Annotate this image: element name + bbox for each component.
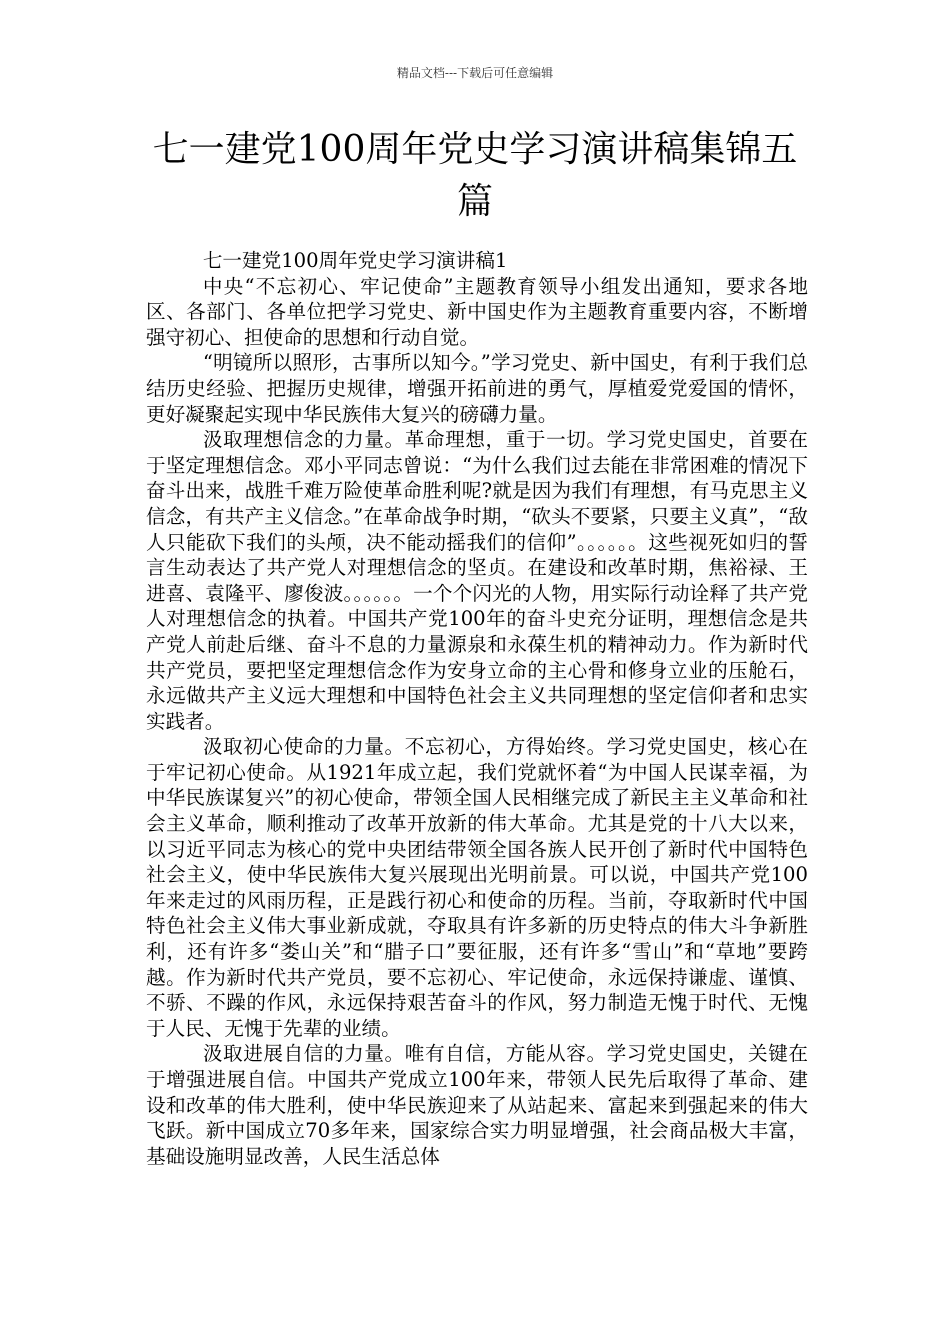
section-subtitle: 七一建党100周年党史学习演讲稿1	[202, 249, 508, 272]
document-body	[146, 248, 808, 1169]
paragraph: 汲取进展自信的力量。唯有自信，方能从容。学习党史国史，关键在于增强进展自信。中国共产党成立100年来，带领人民先后取得了革命、建设和改革的伟大胜利，使中华民族迎来了从站起来、富起来到强起来的伟大飞跃。新中国成立70多年来，国家综合实力明显增强，社会商品极大丰富，基础设施明显改善，人民生活总体	[146, 1042, 808, 1168]
paragraph: 中央“不忘初心、牢记使命”主题教育领导小组发出通知，要求各地区、各部门、各单位把学习党史、新中国史作为主题教育重要内容，不断增强守初心、担使命的思想和行动自觉。	[146, 274, 808, 349]
paragraph: 汲取初心使命的力量。不忘初心，方得始终。学习党史国史，核心在于牢记初心使命。从1921年成立起，我们党就怀着“为中国人民谋幸福，为中华民族谋复兴”的初心使命，带领全国人民相继完成了新民主主义革命和社会主义革命，顺利推动了改革开放新的伟大革命。尤其是党的十八大以来，以习近平同志为核心的党中央团结带领全国各族人民开创了新时代中国特色社会主义，使中华民族伟大复兴展现出光明前景。可以说，中国共产党100年来走过的风雨历程，正是践行初心和使命的历程。当前，夺取新时代中国特色社会主义伟大事业新成就，夺取具有许多新的历史特点的伟大斗争新胜利，还有许多“娄山关”和“腊子口”要征服，还有许多“雪山”和“草地”要跨越。作为新时代共产党员，要不忘初心、牢记使命，永远保持谦虚、谨慎、不骄、不躁的作风，永远保持艰苦奋斗的作风，努力制造无愧于时代、无愧于人民、无愧于先辈的业绩。	[146, 735, 808, 1040]
document-title: 七一建党100周年党史学习演讲稿集锦五篇	[152, 129, 798, 222]
paragraph: 汲取理想信念的力量。革命理想，重于一切。学习党史国史，首要在于坚定理想信念。邓小平同志曾说：“为什么我们过去能在非常困难的情况下奋斗出来，战胜千难万险使革命胜利呢?就是因为我们有理想，有马克思主义信念，有共产主义信念。”在革命战争时期，“砍头不要紧，只要主义真”，“敌人只能砍下我们的头颅，决不能动摇我们的信仰”。。。。。。这些视死如归的誓言生动表达了共产党人对理想信念的坚贞。在建设和改革时期，焦裕禄、王进喜、袁隆平、廖俊波。。。。。。一个个闪光的人物，用实际行动诠释了共产党人对理想信念的执着。中国共产党100年的奋斗史充分证明，理想信念是共产党人前赴后继、奋斗不息的力量源泉和永葆生机的精神动力。作为新时代共产党员，要把坚定理想信念作为安身立命的主心骨和修身立业的压舱石，永远做共产主义远大理想和中国特色社会主义共同理想的坚定信仰者和忠实实践者。	[146, 428, 808, 733]
paragraph: “明镜所以照形，古事所以知今。”学习党史、新中国史，有利于我们总结历史经验、把握历史规律，增强开拓前进的勇气，厚植爱党爱国的情怀，更好凝聚起实现中华民族伟大复兴的磅礴力量。	[146, 351, 808, 426]
page-header: 精品文档---下载后可任意编辑	[396, 66, 554, 80]
